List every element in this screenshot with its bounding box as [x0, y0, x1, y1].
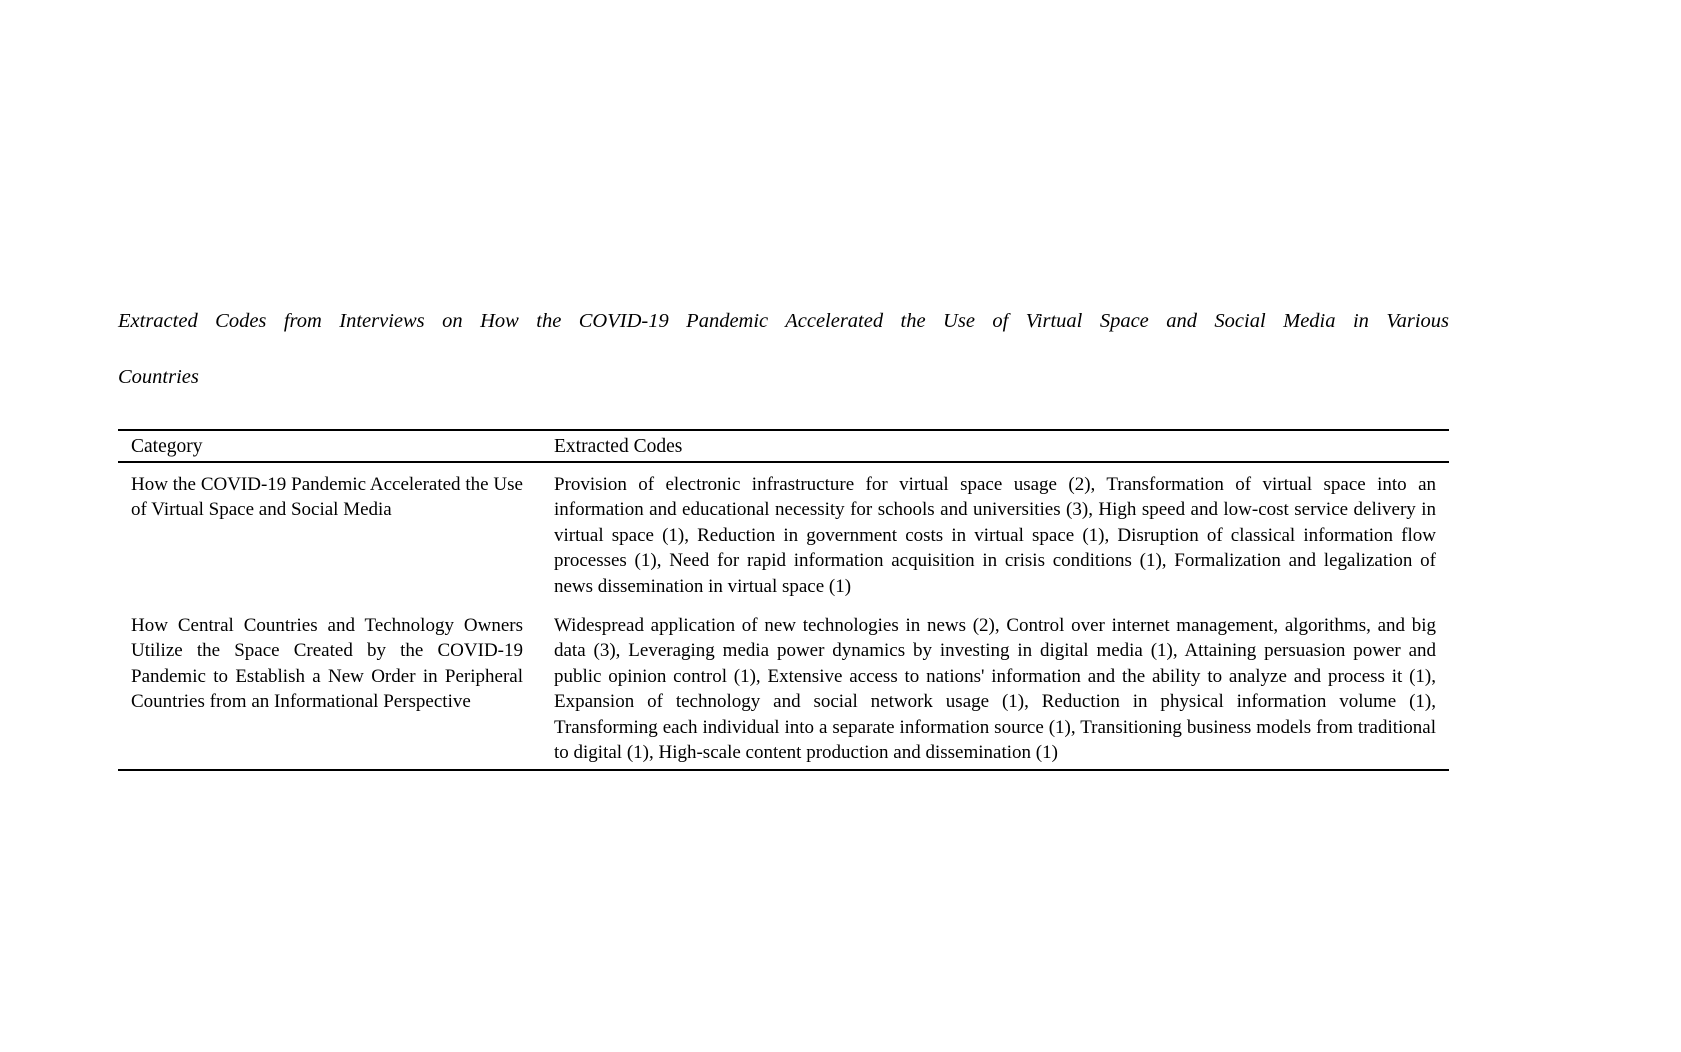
table-row — [118, 599, 1449, 770]
extracted-codes-cell: Provision of electronic infrastructure for virtual space usage (2), Transformation of virtual space into an information and educational necessity for schools and universities (3), High speed and low-cost service delivery in virtual space (1), Reduction in government costs in virtual space (1), Disruption of classical information flow processes (1), Need for rapid information acquisition in crisis conditions (1), Formalization and legalization of news dissemination in virtual space (1) — [554, 474, 1436, 597]
table-title — [118, 306, 1449, 392]
category-cell: How the COVID-19 Pandemic Accelerated the Use of Virtual Space and Social Media — [131, 474, 523, 521]
extracted-codes-cell: Widespread application of new technologies in news (2), Control over internet management, algorithms, and big data (3), Leveraging media power dynamics by investing in digital media (1), Attaining persuasion power and public opinion control (1), Extensive access to nations' information and the ability to analyze and process it (1), Expansion of technology and social network usage (1), Reduction in physical information volume (1), Transforming each individual into a separate information source (1), Transitioning business models from traditional to digital (1), High-scale content production and dissemination (1) — [554, 615, 1436, 764]
extracted-codes-table — [118, 429, 1449, 771]
table-title-line-1: Extracted Codes from Interviews on How the COVID-19 Pandemic Accelerated the Use of Virtual Space and Social Media in Various — [118, 310, 1449, 332]
table-header-row — [118, 430, 1449, 462]
column-header-extracted-codes: Extracted Codes — [541, 430, 1449, 462]
table-title-line-2: Countries — [118, 366, 199, 388]
table-row — [118, 462, 1449, 599]
column-header-category: Category — [118, 430, 541, 462]
category-cell: How Central Countries and Technology Owners Utilize the Space Created by the COVID-19 Pandemic to Establish a New Order in Peripheral Countries from an Informational Perspective — [131, 615, 523, 713]
